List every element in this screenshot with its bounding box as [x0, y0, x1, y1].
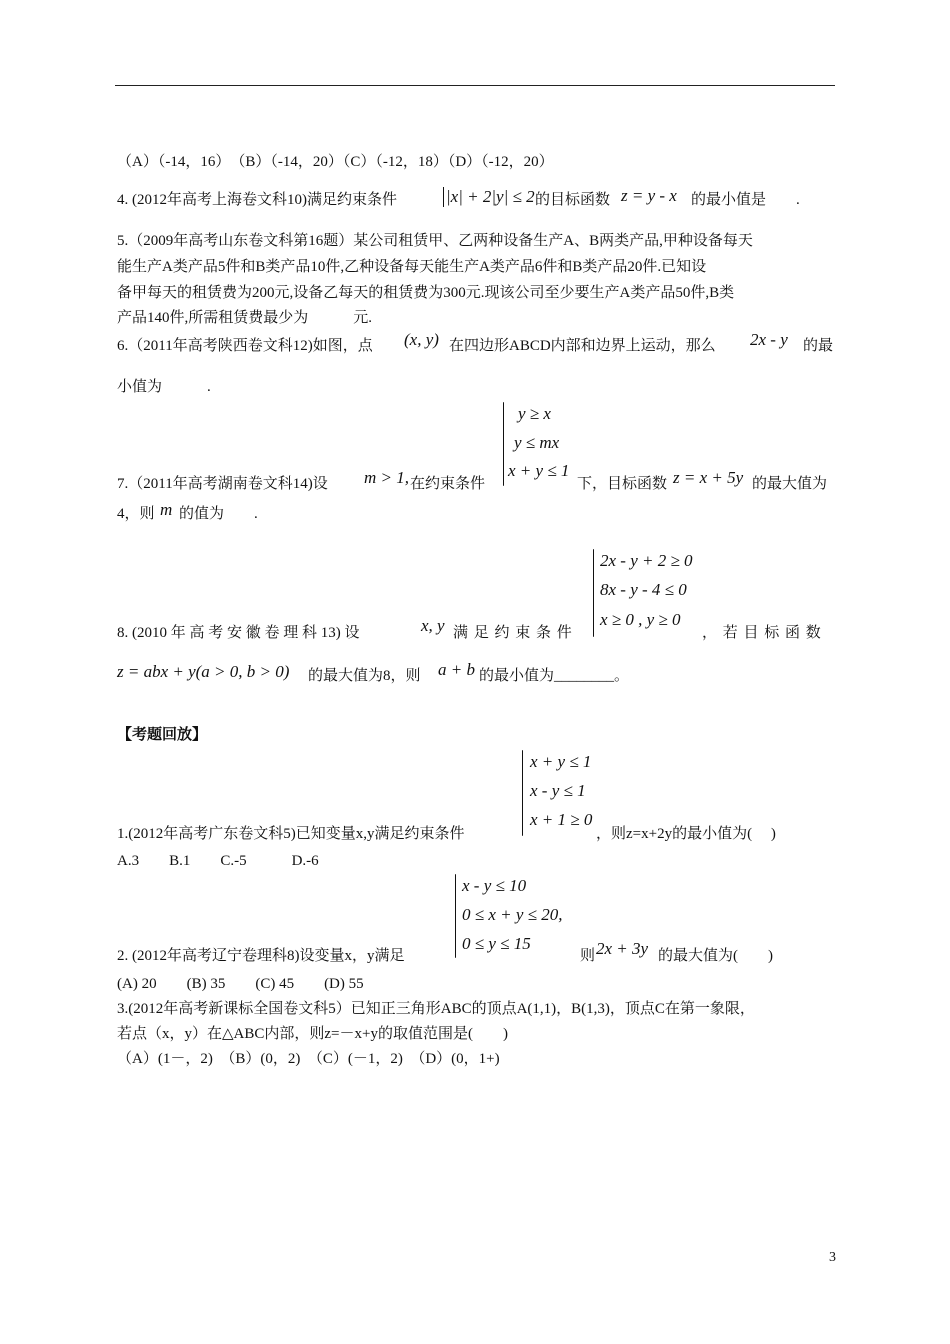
- r2-text: 2. (2012年高考辽宁卷理科8)设变量x，y满足: [117, 948, 405, 964]
- q7-objective: z = x + 5y: [673, 468, 744, 487]
- q6-point: (x, y): [404, 330, 439, 349]
- r2-expr: 2x + 3y: [596, 939, 649, 958]
- q4-objective: z = y - x: [621, 186, 677, 205]
- q7-sys-3: x + y ≤ 1: [508, 461, 570, 480]
- r1-system-brace: [522, 750, 523, 836]
- r2-sys-1: x - y ≤ 10: [462, 876, 527, 895]
- q7-mid2: 下，目标函数: [577, 476, 668, 492]
- q8-sys-2: 8x - y - 4 ≤ 0: [600, 580, 687, 599]
- q7-prefix: 7.（2011年高考湖南卷文科14)设: [117, 476, 328, 492]
- q4-mid: 的目标函数: [535, 192, 611, 208]
- q4-suffix: 的最小值是 .: [691, 192, 800, 208]
- q7-cond: m > 1,: [364, 468, 409, 487]
- q6-line2: 小值为 .: [117, 379, 211, 395]
- r1-sys-1: x + y ≤ 1: [530, 752, 592, 771]
- r2-options: (A) 20 (B) 35 (C) 45 (D) 55: [117, 976, 364, 992]
- q3-options: （A）（-14，16） （B）（-14，20）（C）（-12，18）（D）（-12，20）: [117, 154, 554, 170]
- q8-line2a: 的最大值为8，则: [308, 668, 421, 684]
- q5-line4: 产品140件,所需租赁费最少为 元.: [117, 310, 373, 326]
- r1-sys-2: x - y ≤ 1: [530, 781, 586, 800]
- q7-sys-2: y ≤ mx: [514, 433, 560, 452]
- r2-sys-2: 0 ≤ x + y ≤ 20,: [462, 905, 563, 924]
- q7-var: m: [160, 500, 173, 519]
- q8-expr: a + b: [438, 660, 475, 679]
- q5-line2: 能生产A类产品5件和B类产品10件,乙种设备每天能生产A类产品6件和B类产品20件.已知设: [117, 259, 707, 275]
- q8-system-brace: [593, 549, 594, 637]
- r1-options: A.3 B.1 C.-5 D.-6: [117, 853, 319, 869]
- q5-line3: 备甲每天的租赁费为200元,设备乙每天的租赁费为300元.现该公司至少要生产A类产品50件,B类: [117, 285, 735, 301]
- q6-expr: 2x - y: [750, 330, 788, 349]
- q8-suffix: ， 若 目 标 函 数: [702, 625, 821, 641]
- r3-options: （A）(1－，2) （B）(0，2) （C）(－1，2) （D）(0，1+): [117, 1051, 500, 1067]
- q4-prefix: 4. (2012年高考上海卷文科10)满足约束条件: [117, 192, 397, 208]
- q8-sys-3: x ≥ 0 , y ≥ 0: [600, 610, 681, 629]
- r1-sys-3: x + 1 ≥ 0: [530, 810, 593, 829]
- q4-constraint: |x| + 2|y| ≤ 2: [443, 187, 535, 207]
- header-rule: [115, 85, 835, 86]
- r2-sys-3: 0 ≤ y ≤ 15: [462, 934, 531, 953]
- q6-prefix: 6.（2011年高考陕西卷文科12)如图，点: [117, 338, 373, 354]
- r3-line2: 若点（x，y）在△ABC内部，则z=－x+y的取值范围是( ): [117, 1026, 508, 1042]
- q7-suffix: 的最大值为: [752, 476, 828, 492]
- q8-vars: x, y: [421, 616, 445, 635]
- q8-sys-1: 2x - y + 2 ≥ 0: [600, 551, 693, 570]
- q8-objective: z = abx + y(a > 0, b > 0): [117, 662, 290, 681]
- q7-mid: 在约束条件: [410, 476, 486, 492]
- r1-text: 1.(2012年高考广东卷文科5)已知变量x,y满足约束条件: [117, 826, 465, 842]
- section-title: 【考题回放】: [117, 727, 208, 743]
- q8-mid: 满 足 约 束 条 件: [453, 625, 572, 641]
- q7-sys-1: y ≥ x: [518, 404, 551, 423]
- r2-system-brace: [455, 874, 456, 958]
- q6-suffix: 的最: [803, 338, 834, 354]
- q5-line1: 5.（2009年高考山东卷文科第16题）某公司租赁甲、乙两种设备生产A、B两类产品,甲种设备每天: [117, 233, 753, 249]
- q7-line2b: 的值为 .: [179, 506, 258, 522]
- q8-line2b: 的最小值为________。: [479, 668, 630, 684]
- r2-suffix: 的最大值为( ): [658, 948, 773, 964]
- q6-mid: 在四边形ABCD内部和边界上运动，那么: [449, 338, 716, 354]
- q8-prefix: 8. (2010 年 高 考 安 徽 卷 理 科 13) 设: [117, 625, 360, 641]
- q7-line2a: 4，则: [117, 506, 155, 522]
- r1-suffix: ，则z=x+2y的最小值为( ): [596, 826, 776, 842]
- page-number: 3: [829, 1250, 836, 1265]
- q4-line: [117, 190, 397, 210]
- r3-line1: 3.(2012年高考新课标全国卷文科5）已知正三角形ABC的顶点A(1,1)，B(1,3)，顶点C在第一象限，: [117, 1001, 755, 1017]
- q7-system-brace: [503, 402, 504, 486]
- r2-mid: 则: [580, 948, 596, 964]
